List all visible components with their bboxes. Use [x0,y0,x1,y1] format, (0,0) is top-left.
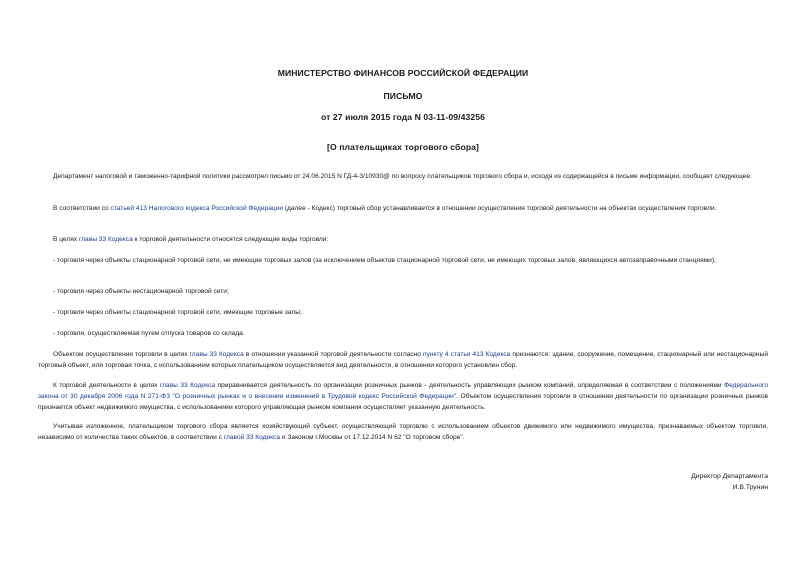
paragraph-text: В соответствии со [53,205,111,212]
paragraph-text: - торговля через объекты нестационарной торговой сети; [53,288,229,295]
document-subject: [О плательщиках торгового сбора] [326,142,480,152]
paragraph-text: Объектом осуществления торговли в целях [53,351,190,358]
paragraph-text: и Законом г.Москвы от 17.12.2014 N 62 "О торговом сборе". [280,434,465,442]
link-chapter-33[interactable]: главы 33 Кодекса [78,236,133,243]
signature-name: И.В.Трунин [732,484,768,491]
paragraph-trade-object [38,349,768,371]
paragraph-text: - торговля через объекты стационарной торговой сети, не имеющие торговых залов (за исключением объектов стационарной торговой сети, не имеющих торговых залов, являющихся автозаправочными станциями); [53,257,716,264]
link-article-413-tax-code[interactable]: статьей 413 Налогового кодекса Российской Федерации [110,205,284,212]
link-chapter-33[interactable]: главы 33 Кодекса [159,382,216,389]
paragraph-intro [38,171,768,182]
list-item-trade-type-2 [38,286,768,297]
list-item-trade-type-3 [38,307,768,318]
paragraph-text: В целях [53,236,79,243]
paragraph-text: - торговля через объекты стационарной торговой сети, имеющие торговые залы; [53,309,302,316]
document-type: ПИСЬМО [383,91,423,101]
signature-position: Директор Департамента [691,473,768,480]
link-article-413-point-4[interactable]: пункту 4 статьи 413 Кодекса [423,351,511,358]
link-chapter-33[interactable]: главы 33 Кодекса [189,351,244,358]
list-item-trade-type-4 [38,328,768,339]
paragraph-retail-markets [38,380,768,414]
paragraph-text: приравнивается деятельность по организации розничных рынков - деятельность управляющих рынком компаний, определяемая в соответствии с положениями [215,382,725,389]
paragraph-text: признаются: здание, сооружение, помещение, стационарный или нестационарный торговый объект, или торговая точка, с использованием которых плательщиком осуществляется вид деятельности, в отношении которого установлен сбор. [38,351,768,370]
list-item-trade-type-1 [38,255,768,266]
paragraph-trade-types-intro [38,234,768,245]
link-federal-law-271[interactable]: Федерального закона от 30 декабря 2006 года N 271-ФЗ "О розничных рынках и о внесении изменений в Трудовой кодекс Российской Федерации" [38,382,768,401]
paragraph-text: к торговой деятельности относятся следующие виды торговли: [132,236,329,243]
paragraph-text: К торговой деятельности в целях [53,382,160,389]
paragraph-text: - торговля, осуществляемая путем отпуска товаров со склада. [53,330,245,337]
paragraph-article-413 [38,203,768,214]
link-chapter-33[interactable]: главой 33 Кодекса [223,434,281,442]
document-date-number: от 27 июля 2015 года N 03-11-09/43256 [320,112,486,122]
paragraph-conclusion [38,421,768,443]
paragraph-text: (далее - Кодекс) торговый сбор устанавливается в отношении осуществления торговой деятельности на объектах осуществления торговли. [283,205,717,212]
paragraph-text: . Объектом осуществления торговли в отношении деятельности по организации розничных рынков признается объект недвижимого имущества, с использованием которого управляющая рынком компания осуществляет указанную деятельность. [38,393,768,412]
paragraph-text: в отношении указанной торговой деятельности согласно [243,351,423,358]
paragraph-text: Учитывая изложенное, плательщиком торгового сбора является хозяйствующий субъект, осуществляющий торговлю с использованием объектов движимого или недвижимого имущества, признаваемых объектом торговли, независимо от количества таких объектов, в соответствии с [38,423,768,442]
paragraph-text: Департамент налоговой и таможенно-тарифной политики рассмотрел письмо от 24.06.2015 N ГД-4-3/10930@ по вопросу плательщиков торгового сбора и, исходя из содержащейся в письме информации, сообщает следующее. [53,173,752,180]
ministry-title: МИНИСТЕРСТВО ФИНАНСОВ РОССИЙСКОЙ ФЕДЕРАЦИИ [277,68,529,78]
